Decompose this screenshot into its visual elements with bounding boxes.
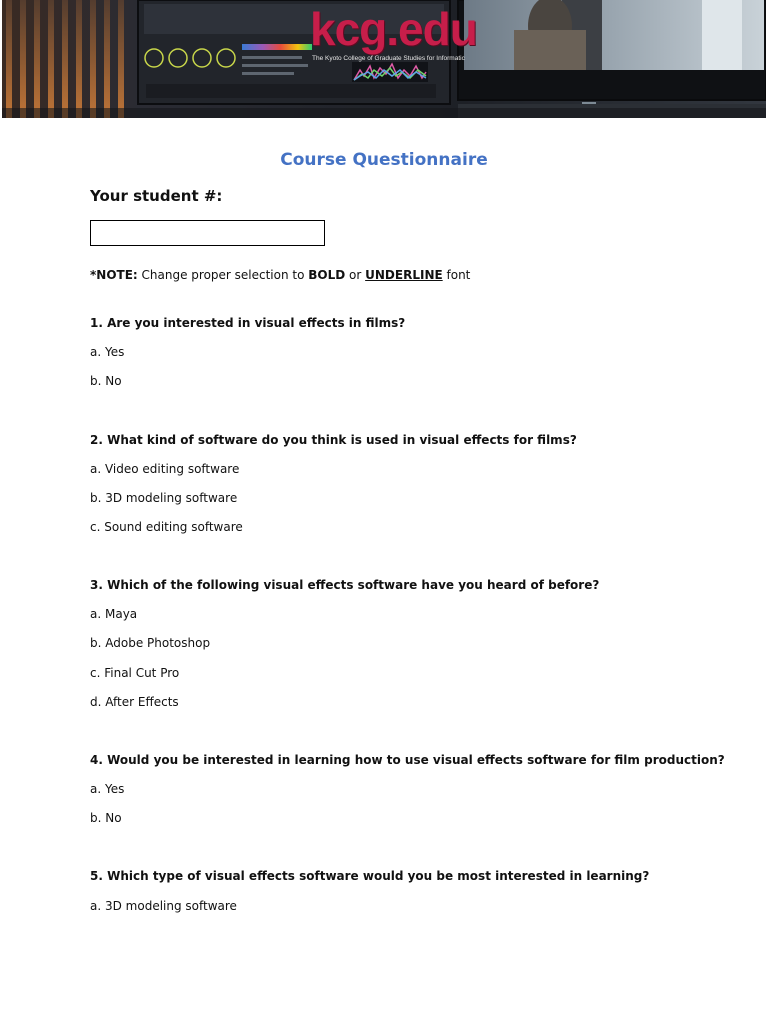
student-number-input[interactable] bbox=[90, 220, 325, 246]
note-bold-word: BOLD bbox=[308, 268, 346, 282]
question-3-option-b[interactable]: b. Adobe Photoshop bbox=[90, 636, 211, 650]
student-number-label: Your student #: bbox=[90, 187, 223, 205]
header-banner bbox=[2, 0, 766, 118]
question-2-option-a[interactable]: a. Video editing software bbox=[90, 462, 240, 476]
note-text-1: Change proper selection to bbox=[137, 268, 309, 282]
note-text-2: or bbox=[345, 268, 366, 282]
question-1: 1. Are you interested in visual effects in films? bbox=[90, 316, 406, 330]
question-4: 4. Would you be interested in learning how to use visual effects software for film production? bbox=[90, 753, 725, 767]
question-4-option-b[interactable]: b. No bbox=[90, 811, 122, 825]
question-3: 3. Which of the following visual effects software have you heard of before? bbox=[90, 578, 600, 592]
note-underline-word: UNDERLINE bbox=[365, 268, 443, 282]
question-2-option-b[interactable]: b. 3D modeling software bbox=[90, 491, 238, 505]
college-tagline: The Kyoto College of Graduate Studies for Informatic bbox=[312, 55, 465, 62]
question-1-option-a[interactable]: a. Yes bbox=[90, 345, 125, 359]
question-4-option-a[interactable]: a. Yes bbox=[90, 782, 125, 796]
question-3-option-d[interactable]: d. After Effects bbox=[90, 695, 179, 709]
question-5: 5. Which type of visual effects software would you be most interested in learning? bbox=[90, 869, 650, 883]
question-3-option-a[interactable]: a. Maya bbox=[90, 607, 138, 621]
note-prefix: *NOTE: bbox=[90, 268, 138, 282]
kcg-logo: kcg.edu bbox=[310, 3, 477, 55]
note-text bbox=[90, 268, 470, 282]
question-2-option-c[interactable]: c. Sound editing software bbox=[90, 520, 243, 534]
note-text-3: font bbox=[442, 268, 471, 282]
question-2: 2. What kind of software do you think is used in visual effects for films? bbox=[90, 433, 577, 447]
page-title: Course Questionnaire bbox=[280, 150, 488, 170]
question-1-option-b[interactable]: b. No bbox=[90, 374, 122, 388]
question-5-option-a[interactable]: a. 3D modeling software bbox=[90, 899, 237, 913]
question-3-option-c[interactable]: c. Final Cut Pro bbox=[90, 666, 180, 680]
